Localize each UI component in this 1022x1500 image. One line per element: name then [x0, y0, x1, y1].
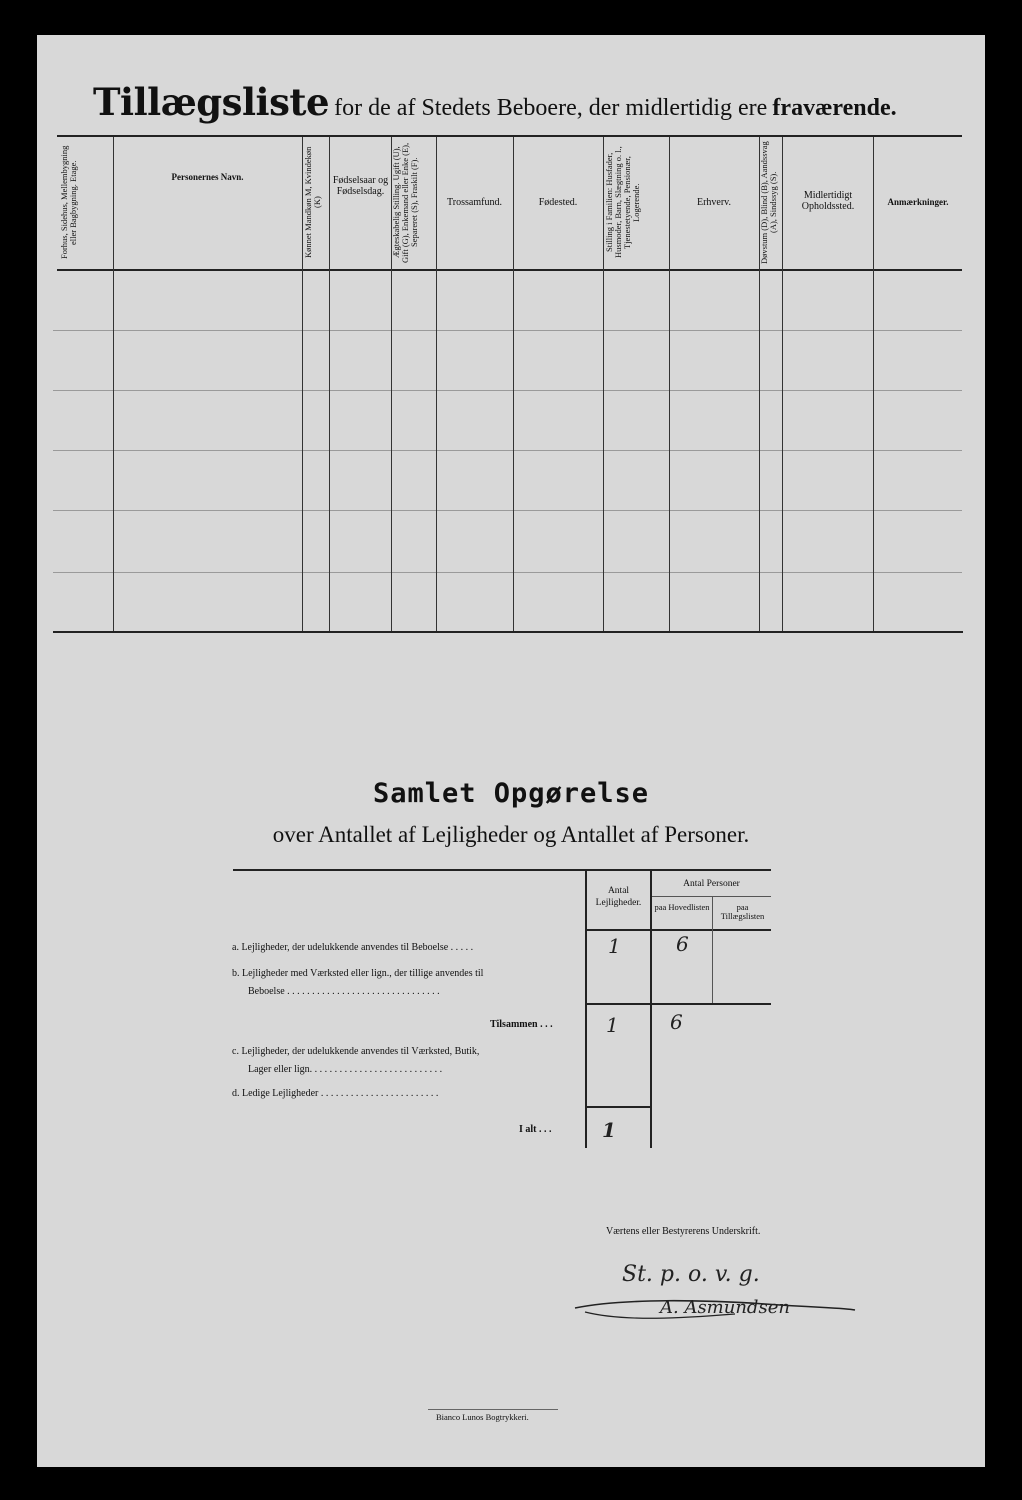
col-divider — [669, 137, 670, 631]
header-birthplace: Fødested. — [538, 197, 578, 208]
table-row — [53, 450, 962, 451]
header-sex: Kønnet Mandkøn M, Kvindekøn (K) — [303, 146, 322, 259]
header-temp-residence: Midlertidigt Opholdssted. — [801, 190, 855, 212]
summary-row-c-line1: c. Lejligheder, der udelukkende anvendes til Værksted, Butik, — [232, 1046, 480, 1057]
title-main: Tillægsliste — [93, 80, 330, 124]
table-row — [53, 572, 962, 573]
col-divider — [513, 137, 514, 631]
summary-row-c-line2: Lager eller lign. . . . . . . . . . . . . . . . . . . . . . . . . . . — [248, 1064, 443, 1075]
summary-ialt-rule — [585, 1106, 651, 1108]
header-religion: Trossamfund. — [447, 197, 502, 208]
summary-header-hovedlisten: paa Hovedlisten — [654, 902, 710, 912]
col-divider — [113, 137, 114, 631]
summary-row-d: d. Ledige Lejligheder . . . . . . . . . . . . . . . . . . . . . . . . — [232, 1088, 439, 1099]
summary-top-rule — [233, 869, 771, 871]
header-remarks: Anmærkninger. — [887, 197, 949, 207]
header-bottom-rule — [57, 269, 962, 271]
summary-row-b-line2: Beboelse . . . . . . . . . . . . . . . . . . . . . . . . . . . . . . . — [248, 986, 440, 997]
col-divider — [329, 137, 330, 631]
header-marital: Ægteskabelig Stilling. Ugift (U), Gift (G), Enkemand eller Enke (E), Separeret (S), Fraskilt (F). — [391, 142, 419, 263]
summary-mid-rule — [585, 1003, 771, 1005]
table-row — [53, 510, 962, 511]
header-occupation: Erhverv. — [696, 197, 732, 208]
table-bottom-rule — [53, 631, 963, 633]
printer-underline — [428, 1409, 558, 1410]
summary-header-tillaegslisten: paa Tillægslisten — [720, 902, 765, 921]
header-birth: Fødselsaar og Fødselsdag. — [332, 175, 389, 197]
col-divider — [873, 137, 874, 631]
header-names: Personernes Navn. — [171, 172, 244, 182]
title-end: fraværende. — [772, 95, 897, 121]
col-divider — [782, 137, 783, 631]
header-family-position: Stilling i Familien: Husfader, Husmoder, Barn, Slægtning o. l., Tjenestetyende, Pensionær, Logerende. — [604, 146, 641, 259]
summary-row-tilsammen: Tilsammen . . . — [490, 1019, 553, 1030]
summary-col-divider — [712, 897, 713, 1003]
value-tilsammen-hovedlisten: 6 — [670, 1010, 683, 1034]
personer-sub-rule — [651, 896, 771, 897]
summary-header-personer: Antal Personer — [683, 879, 740, 889]
form-title — [93, 80, 933, 124]
summary-header-rule — [585, 929, 771, 931]
value-a-lejligheder: 1 — [608, 934, 621, 958]
col-divider — [436, 137, 437, 631]
summary-col-divider — [585, 871, 587, 1148]
summary-subtitle: over Antallet af Lejligheder og Antallet af Personer. — [272, 822, 750, 847]
printer-name: Bianco Lunos Bogtrykkeri. — [436, 1412, 529, 1422]
table-row — [53, 390, 962, 391]
signature-line1: St. p. o. v. g. — [622, 1262, 760, 1287]
summary-row-ialt: I alt . . . — [519, 1124, 552, 1135]
signature-label: Værtens eller Bestyrerens Underskrift. — [606, 1226, 761, 1237]
value-a-hovedlisten: 6 — [676, 932, 689, 956]
value-tilsammen-lejligheder: 1 — [606, 1013, 619, 1037]
header-building-floor: Forhus, Sidehus, Mellembygning eller Bagbygning. Etage. — [59, 145, 78, 260]
census-form-page — [37, 35, 985, 1467]
table-row — [53, 330, 962, 331]
summary-header-lejligheder: Antal Lejligheder. — [595, 886, 642, 908]
title-middle: for de af Stedets Beboere, der midlertidig ere — [334, 95, 768, 121]
summary-title: Samlet Opgørelse — [372, 778, 650, 809]
table-top-rule — [57, 135, 962, 137]
signature-line2: A. Asmundsen — [660, 1297, 790, 1318]
summary-row-a: a. Lejligheder, der udelukkende anvendes til Beboelse . . . . . — [232, 942, 474, 953]
header-disability: Døvstum (D), Blind (B), Aandssvag (A), Sindssyg (S). — [759, 141, 778, 264]
summary-col-divider — [650, 871, 652, 1148]
value-ialt-lejligheder: 1 — [602, 1118, 616, 1142]
summary-row-b-line1: b. Lejligheder med Værksted eller lign., der tillige anvendes til — [232, 968, 484, 979]
